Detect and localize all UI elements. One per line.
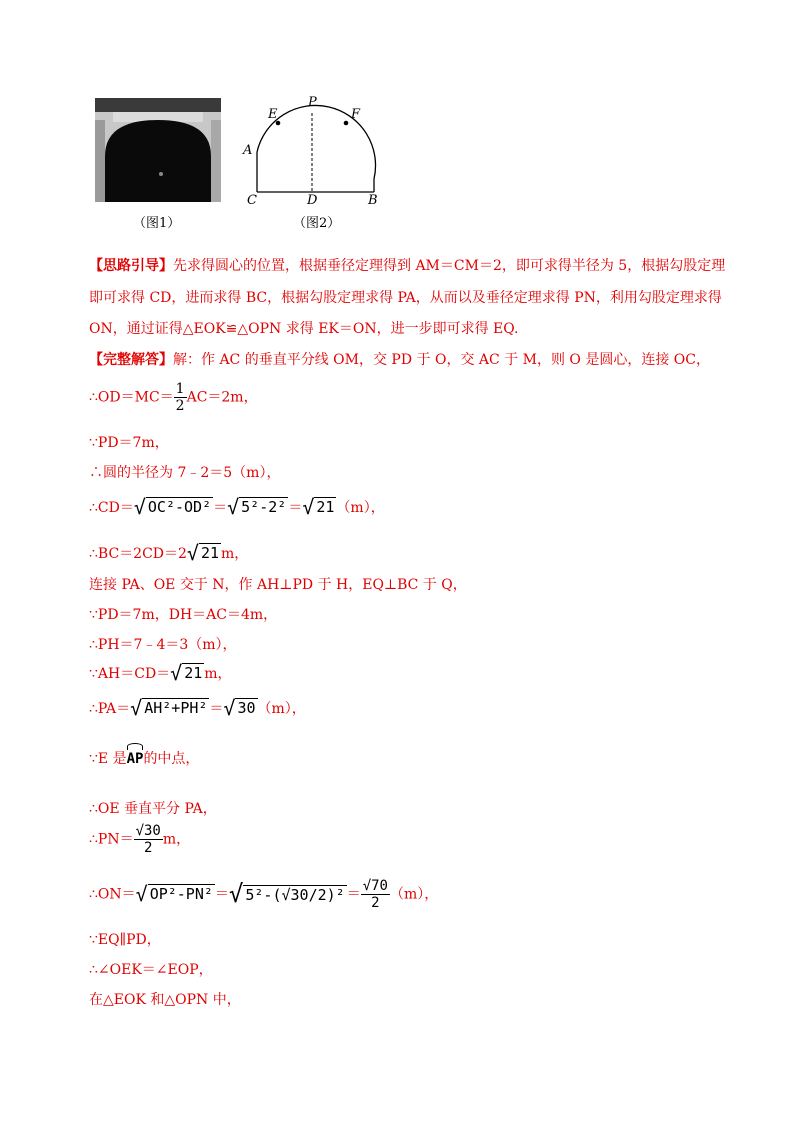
solution-line-15: ∵EQ∥PD， (89, 932, 161, 948)
l10-pre: ∴PA＝ (89, 701, 131, 717)
solution-line-4 (89, 496, 385, 519)
sqrt-oc-od: √ OC²-OD² (133, 495, 212, 519)
solution-intro-line (89, 351, 710, 369)
l14-eq1: ＝ (214, 886, 229, 903)
l14-unit: （m）， (390, 886, 439, 903)
fraction-numerator: 1 (175, 381, 185, 397)
label-f: F (351, 107, 361, 122)
sqrt-21: √ 21 (302, 495, 335, 519)
solution-line-8: ∴PH＝7﹣4＝3（m）， (89, 637, 237, 653)
l11-pre: ∵E 是 (89, 751, 127, 767)
l1-pre: ∴OD＝MC＝ (89, 389, 174, 406)
label-d: D (307, 193, 318, 208)
l4-eq2: ＝ (288, 500, 303, 516)
solution-line-3: ∴圆的半径为 7﹣2＝5（m）， (89, 465, 281, 481)
l14-eq2: ＝ (346, 886, 361, 903)
l13-pre: ∴PN＝ (89, 831, 134, 848)
figure-2-caption: （图2） (293, 216, 341, 231)
figure-1-caption: （图1） (133, 216, 181, 231)
l9-pre: ∵AH＝CD＝ (89, 666, 171, 682)
hint-line-2: 即可求得 CD，进而求得 BC，根据勾股定理求得 PA，从而以及垂径定理求得 PN，利用勾股定理求得 (89, 290, 722, 306)
solution-line-1 (89, 381, 258, 414)
solution-line-10 (89, 697, 306, 720)
solution-line-14 (89, 878, 438, 911)
l4-pre: ∴CD＝ (89, 500, 134, 516)
l11-post: 的中点， (143, 751, 200, 767)
solution-line-2: ∵PD＝7m， (89, 435, 169, 451)
l1-post: AC＝2m， (186, 389, 258, 406)
hint-tag: 【思路引导】 (89, 258, 173, 274)
l5-post: m， (221, 546, 249, 562)
sqrt-21-ah: √ 21 (170, 661, 203, 685)
solution-line-16: ∴∠OEK＝∠EOP， (89, 962, 213, 978)
solution-line-5 (89, 542, 248, 565)
l9-post: m， (204, 666, 232, 682)
l4-unit: （m）， (336, 500, 385, 516)
sqrt-5-2: √ 5²-2² (227, 495, 287, 519)
arc-ap: AP (127, 750, 144, 768)
l10-eq: ＝ (209, 701, 224, 717)
l13-post: m， (162, 831, 191, 848)
solution-line-17: 在△EOK 和△OPN 中， (89, 992, 241, 1008)
sqrt-ah-ph: √ AH²+PH² (130, 696, 208, 720)
sqrt-30: √ 30 (223, 696, 256, 720)
solution-intro: 解：作 AC 的垂直平分线 OM，交 PD 于 O，交 AC 于 M，则 O 是圆心，连接 OC， (173, 352, 710, 368)
l10-unit: （m）， (257, 701, 306, 717)
label-p: P (308, 95, 317, 110)
hint-line-1 (89, 257, 725, 275)
solution-line-11 (89, 750, 199, 768)
label-b: B (368, 193, 378, 208)
sqrt-21-bc: √ 21 (186, 541, 220, 565)
fraction-sqrt30-over-2: $\frac{√30}{2}$ (135, 823, 161, 856)
l14-pre: ∴ON＝ (89, 886, 136, 903)
label-e: E (268, 107, 278, 122)
solution-line-9 (89, 662, 232, 685)
sqrt-5-sq-minus: √ 5²-(√30/2)² (228, 879, 345, 908)
solution-line-13 (89, 823, 190, 856)
figure-2-diagram (240, 95, 390, 211)
label-a: A (243, 143, 253, 158)
fraction-denominator: 2 (175, 398, 185, 414)
hint-text-1: 先求得圆心的位置，根据垂径定理得到 AM＝CM＝2，即可求得半径为 5，根据勾股定理 (173, 258, 726, 274)
solution-line-7: ∵PD＝7m，DH＝AC＝4m， (89, 607, 278, 623)
label-c: C (247, 193, 257, 208)
hint-line-3: ON，通过证得△EOK≌△OPN 求得 EK＝ON，进一步即可求得 EQ. (89, 321, 519, 337)
solution-line-6: 连接 PA、OE 交于 N，作 AH⊥PD 于 H，EQ⊥BC 于 Q， (89, 577, 467, 593)
figure-1-photo (95, 98, 221, 202)
solution-line-12: ∴OE 垂直平分 PA， (89, 801, 217, 817)
fraction-sqrt70-over-2: $\frac{√70}{2}$ (362, 878, 388, 911)
sqrt-op-pn: √ OP²-PN² (135, 882, 213, 906)
l5-pre: ∴BC＝2CD＝2 (89, 546, 187, 562)
l4-eq1: ＝ (213, 500, 228, 516)
arc-icon (127, 743, 144, 750)
solution-tag: 【完整解答】 (89, 352, 173, 368)
fraction-half (174, 381, 187, 414)
